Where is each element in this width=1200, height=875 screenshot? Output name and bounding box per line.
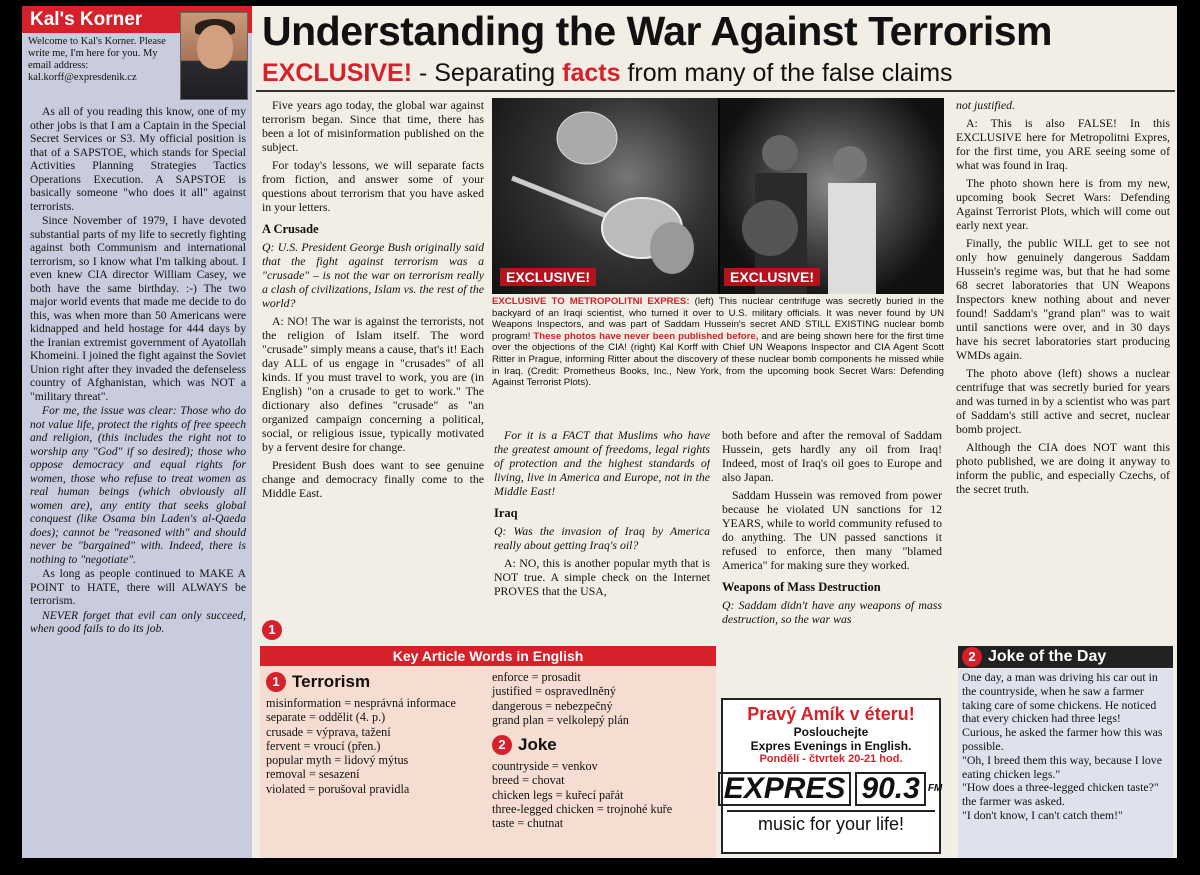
joke-line: One day, a man was driving his car out in the countryside, when he saw a farmer taking care of some chickens. He noticed that every chicken had three legs! <box>962 670 1158 726</box>
key-word-item: enforce = prosadit <box>492 670 581 684</box>
kk-paragraph: As long as people continued to MAKE A POINT to HATE, there will ALWAYS be terrorism. <box>30 567 246 607</box>
terrorism-words <box>266 670 484 796</box>
question: Q: Saddam didn't have any weapons of mass destruction, so the war was <box>722 598 942 626</box>
ad-subtitle: Poslouchejte <box>793 725 869 739</box>
terrorism-words-cont <box>492 670 710 831</box>
joke-line: Curious, he asked the farmer how this was possible. <box>962 725 1163 753</box>
paragraph: not justified. <box>956 98 1015 112</box>
key-word-item: removal = sesazení <box>266 767 360 782</box>
kk-paragraph: NEVER forget that evil can only succeed, when good fails to do its job. <box>30 608 246 635</box>
subheadline <box>256 56 1175 92</box>
article-column-3 <box>722 428 942 693</box>
kals-korner-body <box>22 103 252 636</box>
joke-word-list <box>492 759 710 830</box>
exclusive-label: EXCLUSIVE! <box>500 268 596 286</box>
article-column-4 <box>956 98 1170 643</box>
caption-highlight: These photos have never been published before, <box>533 330 759 342</box>
paragraph: A: This is also FALSE! In this EXCLUSIVE here for Metropolitni Expres, for the first time, you ARE seeing some of what was found in Iraq. <box>956 116 1170 172</box>
key-word-item: breed = chovat <box>492 773 565 788</box>
ad-subtitle: Expres Evenings in English. <box>750 739 912 753</box>
paragraph: President Bush does want to see genuine change and democracy finally come to the Middle East. <box>262 458 484 500</box>
key-word-item: violated = porušoval pravidla <box>266 781 410 796</box>
ad-schedule: Pondělí - čtvrtek 20-21 hod. <box>759 753 903 765</box>
answer: A: NO! The war is against the terrorists, not the religion of Islam itself. The word "crusade" simply means a cause, that's it! Each day ALL of us engage in "crusades" of all kinds. If you must travel to work, you are (in English) "on a crusade to get to work." The dictionary also defines "crusade" as "an organized campaign concerning a political, social, or religious issue, typically motivated by a fervent desire for change. <box>262 314 484 454</box>
joke-heading: Joke <box>518 735 557 755</box>
key-words-title: Key Article Words in English <box>260 646 716 666</box>
photo-caption <box>492 296 944 422</box>
joke-of-the-day-title <box>958 646 1173 668</box>
subhead-facts: facts <box>562 59 621 87</box>
key-word-item: separate = oddělit (4. p.) <box>266 710 386 725</box>
people-illustration <box>720 98 944 294</box>
joke-title: Joke of the Day <box>988 648 1107 665</box>
terrorism-heading: Terrorism <box>292 672 371 691</box>
ad-slogan: music for your life! <box>727 810 935 835</box>
key-word-item: misinformation = nesprávná informace <box>266 696 456 710</box>
expres-logo <box>723 771 943 807</box>
joke-line: "I don't know, I can't catch them!" <box>962 807 1123 822</box>
key-word-item: grand plan = velkolepý plán <box>492 712 629 727</box>
subhead-text: from many of the false claims <box>620 59 953 87</box>
article-column-1 <box>262 98 484 643</box>
kals-korner-welcome: Welcome to Kal's Korner. Please write me, I'm here for you. My email address: kal.korff@expresdenik.cz <box>28 36 166 83</box>
paragraph: For today's lessons, we will separate facts from fiction, and answer some of your questions about terrorism that you have asked in your letters. <box>262 158 484 214</box>
kals-korner-column <box>22 6 252 858</box>
kals-korner-title: Kal's Korner <box>22 6 252 33</box>
radio-advertisement[interactable] <box>721 698 941 854</box>
caption-tail: and are being shown here for the first time over the objections of the CIA! (right) Kal Korff with Chief UN Weapons Inspector and CIA Agent Scott Ritter in Prague, informing Ritter about the discovery of these nuclear bomb components he missed while in Iraq. (Credit: Prometheus Books, Inc., New York, from the upcoming book Secret Wars: Defending Against Terrorist Plots). <box>492 330 944 389</box>
kk-paragraph: As all of you reading this know, one of my other jobs is that I am a Captain in the Special Secret Services or S3. My official position is that of a SAPSTOE, which stands for Special Activities Planning Strategies Tactics Operations Execution. A SAPSTOE is basically someone "who does it all" against terrorists. <box>30 105 246 213</box>
key-article-words <box>260 646 716 858</box>
caption-body: (left) This nuclear centrifuge was secretly buried in the backyard of an Iraqi scientist, who turned it over to U.S. military officials. It was never found by UN Weapons Inspectors, and was part of Saddam Hussein's secret AND STILL EXISTING nuclear bomb program! <box>492 296 944 342</box>
centrifuge-illustration <box>492 98 718 294</box>
section-heading: A Crusade <box>262 222 319 236</box>
key-word-item: chicken legs = kuřecí pařát <box>492 787 624 802</box>
logo-text: EXPRES <box>718 772 852 806</box>
logo-frequency: 90.3 <box>855 772 925 806</box>
paragraph: Five years ago today, the global war against terrorism began. Since that time, there has been a lot of misinformation published on the subject. <box>262 98 484 154</box>
paragraph: Although the CIA does NOT want this photo published, we are doing it anyway to inform the public, and especially Czechs, of the secret truth. <box>956 440 1170 496</box>
key-word-item: popular myth = lidový mýtus <box>266 753 409 768</box>
key-word-item: three-legged chicken = trojnohé kuře <box>492 802 673 817</box>
key-word-item: countryside = venkov <box>492 759 598 774</box>
section-heading: Weapons of Mass Destruction <box>722 580 881 594</box>
article-column-2 <box>494 428 710 643</box>
kk-paragraph: Since November of 1979, I have devoted substantial parts of my life to secretly fighting against both Communism and international terrorism, so I know what I'm talking about. I even knew CIA director William Casey, we both have the same birthday. :-) The two major world events that made me decide to do this, was when more than 50 Americans were kidnapped and held hostage for 444 days by the Iranian extremist government of Ayatollah Khomeini. I joined the fight against the Soviet Union right after they invaded the defenseless country of Afghanistan, which was NOT a "military threat". <box>30 214 246 403</box>
key-word-item: justified = ospravedlněný <box>492 684 616 699</box>
terrorism-word-list <box>266 696 484 796</box>
paragraph: The photo shown here is from my new, upcoming book Secret Wars: Defending Against Terrorist Plots, which will come out early next year. <box>956 176 1170 232</box>
logo-fm: FM <box>927 783 943 794</box>
paragraph: Saddam Hussein was removed from power because he violated UN sanctions for 12 YEARS, while to world community refused to do anything. The UN passed sanctions it refused to enforce, then many "blamed America" for making sure they worked. <box>722 488 942 572</box>
question: Q: Was the invasion of Iraq by America really about getting Iraq's oil? <box>494 524 710 552</box>
headline: Understanding the War Against Terrorism <box>262 8 1052 54</box>
answer: A: NO, this is another popular myth that is NOT true. A simple check on the Internet PROVES that the USA, <box>494 556 710 598</box>
paragraph: Finally, the public WILL get to see not only how genuinely dangerous Saddam Hussein's regime was, but that he had some 68 secret laboratories that UN Weapons Inspectors knew nothing about and never found! Saddam's "grand plan" was to wait until sanctions were over, and in 30 days have his secret laboratories start producing WMDs again. <box>956 236 1170 362</box>
caption-lead: EXCLUSIVE TO METROPOLITNI EXPRES: <box>492 296 690 307</box>
paragraph: For it is a FACT that Muslims who have the greatest amount of freedoms, legal rights of protection and the highest standards of living, live in America and Europe, not in the Middle East! <box>494 428 710 498</box>
centrifuge-photo <box>492 98 718 294</box>
section-heading: Iraq <box>494 506 518 520</box>
subhead-exclusive: EXCLUSIVE! <box>262 59 413 87</box>
meeting-photo <box>720 98 944 294</box>
ad-title: Pravý Amík v éteru! <box>747 704 915 724</box>
author-photo <box>180 12 248 100</box>
question: Q: U.S. President George Bush originally said that the fight against terrorism was a "crusade" – is not the war on terrorism really a clash of civilizations, Islam vs. the rest of the world? <box>262 240 484 310</box>
exclusive-label: EXCLUSIVE! <box>724 268 820 286</box>
paragraph: The photo above (left) shows a nuclear centrifuge that was secretly buried for years and was turned in by a scientist who was part of Saddam's still active and secret, nuclear bomb project. <box>956 366 1170 436</box>
newspaper-page <box>22 6 1177 858</box>
key-word-item: crusade = výprava, tažení <box>266 724 391 739</box>
number-badge: 1 <box>266 672 286 692</box>
joke-line: "Oh, I breed them this way, because I love eating chicken legs." <box>962 752 1162 781</box>
joke-line: "How does a three-legged chicken taste?" the farmer was asked. <box>962 780 1159 809</box>
paragraph: both before and after the removal of Saddam Hussein, gets hardly any oil from Iraq! Indeed, most of Iraq's oil goes to Europe and also Japan. <box>722 428 942 484</box>
marker-number: 1 <box>262 620 282 640</box>
key-word-item: fervent = vroucí (přen.) <box>266 738 381 753</box>
exclusive-photos <box>492 98 944 294</box>
number-badge: 2 <box>492 735 512 755</box>
key-word-item: taste = chutnat <box>492 816 564 831</box>
joke-of-the-day-text <box>958 669 1173 858</box>
subhead-text: - Separating <box>412 59 563 87</box>
terrorism-word-list-2 <box>492 670 710 727</box>
kk-paragraph: For me, the issue was clear: Those who do not value life, protect the rights of free speech and religion, (this includes the right not to worship any "God" if so desired); those who oppose democracy and equal rights for women, those who refuse to treat women as real human beings (which obviously all women are), any entity that seeks global conquest (like Osama bin Laden's al-Qaeda does); cannot be "reasoned with" and should never be "bargained" with. Indeed, there is nothing to "negotiate". <box>30 404 246 566</box>
key-word-item: dangerous = nebezpečný <box>492 698 613 713</box>
number-badge: 2 <box>962 647 982 667</box>
